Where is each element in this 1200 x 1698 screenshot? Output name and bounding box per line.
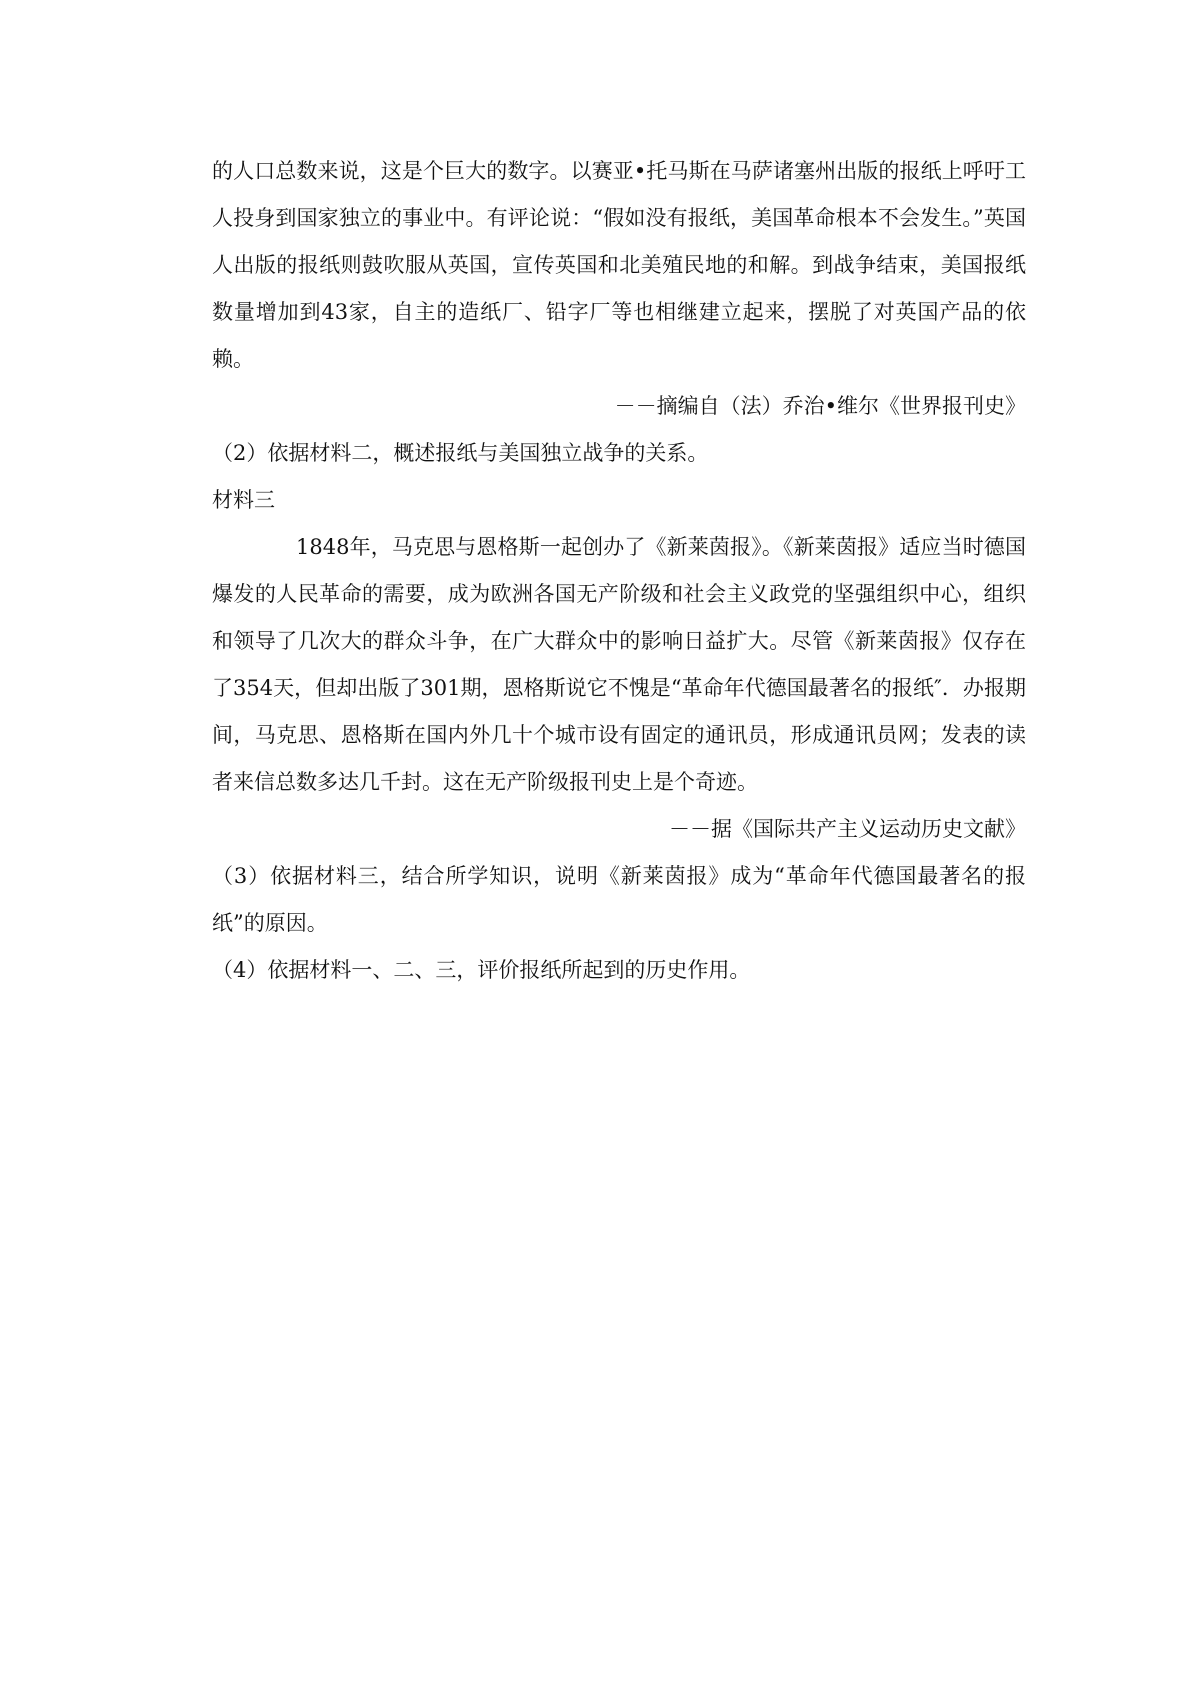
question-three: （3）依据材料三，结合所学知识，说明《新莱茵报》成为“革命年代德国最著名的报纸”的原因。 (212, 864, 1026, 935)
material-three-source: －－据《国际共产主义运动历史文献》 (669, 817, 1026, 841)
material-three-heading: 材料三 (212, 488, 275, 512)
question-two: （2）依据材料二，概述报纸与美国独立战争的关系。 (212, 441, 709, 465)
material-two-source: －－摘编自（法）乔治•维尔《世界报刊史》 (614, 394, 1026, 418)
document-content (212, 148, 1026, 994)
material-two-body: 的人口总数来说，这是个巨大的数字。以赛亚•托马斯在马萨诸塞州出版的报纸上呼吁工人投身到国家独立的事业中。有评论说：“假如没有报纸，美国革命根本不会发生。”英国人出版的报纸则鼓吹服从英国，宣传英国和北美殖民地的和解。到战争结束，美国报纸数量增加到43家，自主的造纸厂、铅字厂等也相继建立起来，摆脱了对英国产品的依赖。 (212, 159, 1026, 371)
material-three-body: 1848年，马克思与恩格斯一起创办了《新莱茵报》。《新莱茵报》适应当时德国爆发的人民革命的需要，成为欧洲各国无产阶级和社会主义政党的坚强组织中心，组织和领导了几次大的群众斗争，在广大群众中的影响日益扩大。尽管《新莱茵报》仅存在了354天，但却出版了301期，恩格斯说它不愧是“革命年代德国最著名的报纸″．办报期间，马克思、恩格斯在国内外几十个城市设有固定的通讯员，形成通讯员网；发表的读者来信总数多达几千封。这在无产阶级报刊史上是个奇迹。 (212, 535, 1026, 794)
question-four: （4）依据材料一、二、三，评价报纸所起到的历史作用。 (212, 958, 751, 982)
